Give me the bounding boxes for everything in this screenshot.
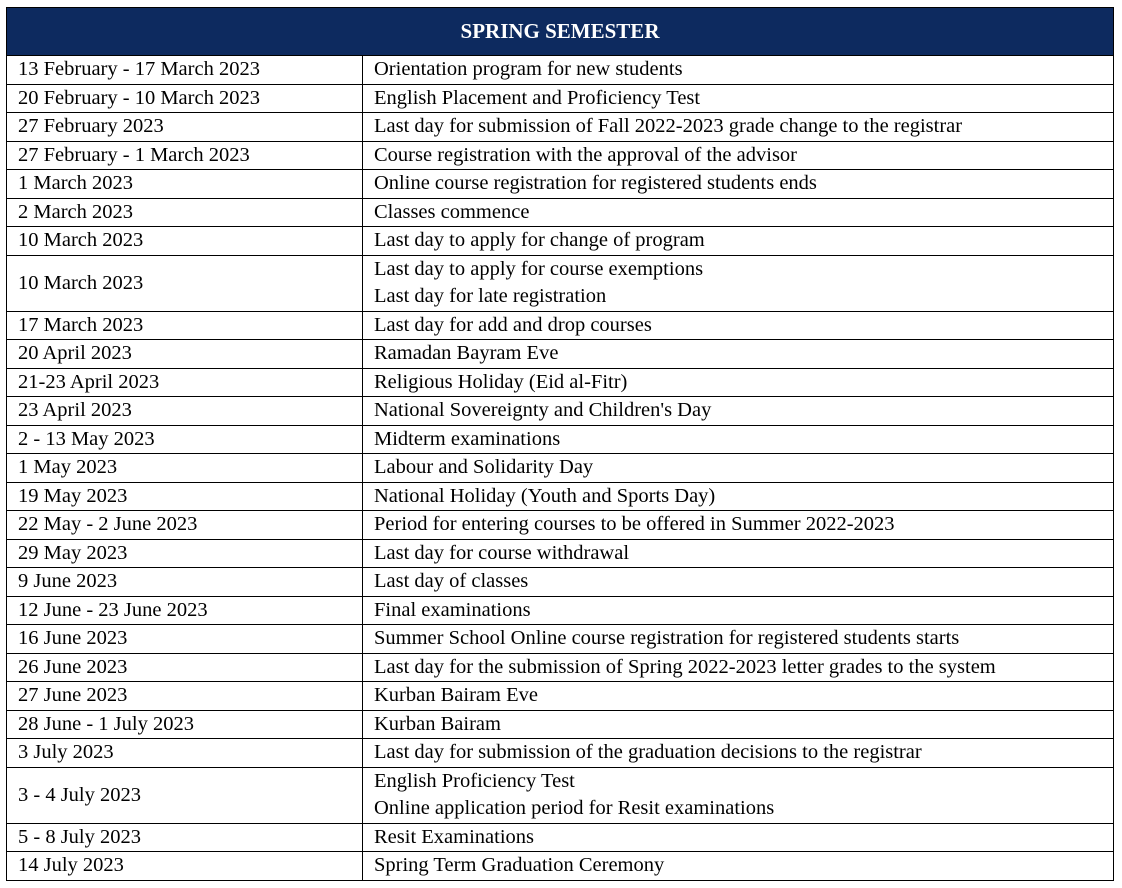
event-cell <box>363 141 1114 170</box>
event-cell <box>363 198 1114 227</box>
event-text: English Placement and Proficiency Test <box>374 86 701 109</box>
date-cell: 27 June 2023 <box>7 682 363 711</box>
table-row <box>7 311 1114 340</box>
date-cell: 20 April 2023 <box>7 340 363 369</box>
event-text: Midterm examinations <box>374 427 561 450</box>
table-row <box>7 625 1114 654</box>
date-cell: 20 February - 10 March 2023 <box>7 84 363 113</box>
event-text: National Sovereignty and Children's Day <box>374 399 712 421</box>
event-text: Labour and Solidarity Day <box>374 456 594 478</box>
event-text: Last day for late registration <box>374 285 607 307</box>
event-text: Last day for submission of Fall 2022-2023 grade change to the registrar <box>374 115 963 137</box>
event-cell <box>363 539 1114 568</box>
event-text: Online course registration for registered students ends <box>374 172 817 194</box>
date-cell: 10 March 2023 <box>7 255 363 311</box>
semester-title: SPRING SEMESTER <box>7 8 1114 56</box>
event-cell <box>363 170 1114 199</box>
event-cell <box>363 511 1114 540</box>
event-cell <box>363 311 1114 340</box>
event-cell <box>363 255 1114 311</box>
table-row <box>7 255 1114 311</box>
table-row <box>7 482 1114 511</box>
event-cell <box>363 682 1114 711</box>
date-cell: 17 March 2023 <box>7 311 363 340</box>
date-cell: 3 - 4 July 2023 <box>7 767 363 823</box>
event-text: Online application period for Resit examinations <box>374 797 775 819</box>
event-text: Period for entering courses to be offered in Summer 2022-2023 <box>374 513 895 535</box>
date-cell: 1 May 2023 <box>7 454 363 483</box>
date-cell: 22 May - 2 June 2023 <box>7 511 363 540</box>
table-row <box>7 340 1114 369</box>
table-row <box>7 198 1114 227</box>
event-text: Kurban Bairam <box>374 712 501 735</box>
event-text: Last day to apply for change of program <box>374 229 705 251</box>
event-text: Last day to apply for course exemptions <box>374 257 704 280</box>
event-text: Final examinations <box>374 598 531 621</box>
date-cell: 5 - 8 July 2023 <box>7 823 363 852</box>
table-row <box>7 454 1114 483</box>
event-cell <box>363 482 1114 511</box>
table-row <box>7 368 1114 397</box>
table-row <box>7 653 1114 682</box>
date-cell: 16 June 2023 <box>7 625 363 654</box>
event-cell <box>363 56 1114 85</box>
event-text: English Proficiency Test <box>374 769 575 792</box>
date-cell: 27 February 2023 <box>7 113 363 142</box>
event-text: Orientation program for new students <box>374 58 683 80</box>
date-cell: 27 February - 1 March 2023 <box>7 141 363 170</box>
event-cell <box>363 739 1114 768</box>
date-cell: 12 June - 23 June 2023 <box>7 596 363 625</box>
date-cell: 26 June 2023 <box>7 653 363 682</box>
date-cell: 2 - 13 May 2023 <box>7 425 363 454</box>
table-row <box>7 823 1114 852</box>
event-cell <box>363 454 1114 483</box>
date-cell: 9 June 2023 <box>7 568 363 597</box>
table-row <box>7 425 1114 454</box>
event-cell <box>363 653 1114 682</box>
event-text: National Holiday (Youth and Sports Day) <box>374 484 716 507</box>
event-text: Kurban Bairam Eve <box>374 684 538 706</box>
event-text: Resit Examinations <box>374 825 534 848</box>
date-cell: 10 March 2023 <box>7 227 363 256</box>
table-row <box>7 84 1114 113</box>
event-text: Course registration with the approval of the advisor <box>374 143 797 166</box>
table-row <box>7 511 1114 540</box>
event-cell <box>363 767 1114 823</box>
table-row <box>7 682 1114 711</box>
date-cell: 28 June - 1 July 2023 <box>7 710 363 739</box>
event-cell <box>363 113 1114 142</box>
event-text: Religious Holiday (Eid al-Fitr) <box>374 370 628 393</box>
date-cell: 14 July 2023 <box>7 852 363 881</box>
event-text: Last day for course withdrawal <box>374 541 630 564</box>
date-cell: 19 May 2023 <box>7 482 363 511</box>
event-text: Spring Term Graduation Ceremony <box>374 854 665 876</box>
table-row <box>7 227 1114 256</box>
date-cell: 13 February - 17 March 2023 <box>7 56 363 85</box>
date-cell: 29 May 2023 <box>7 539 363 568</box>
event-cell <box>363 340 1114 369</box>
event-text: Classes commence <box>374 200 530 223</box>
calendar-body <box>7 56 1114 881</box>
event-cell <box>363 368 1114 397</box>
date-cell: 1 March 2023 <box>7 170 363 199</box>
event-cell <box>363 596 1114 625</box>
table-row <box>7 141 1114 170</box>
table-row <box>7 710 1114 739</box>
event-text: Ramadan Bayram Eve <box>374 342 559 364</box>
event-cell <box>363 84 1114 113</box>
event-cell <box>363 568 1114 597</box>
table-row <box>7 596 1114 625</box>
event-text: Summer School Online course registration for registered students starts <box>374 627 960 649</box>
table-row <box>7 56 1114 85</box>
table-row <box>7 767 1114 823</box>
table-row <box>7 170 1114 199</box>
event-cell <box>363 823 1114 852</box>
date-cell: 21-23 April 2023 <box>7 368 363 397</box>
event-text: Last day for add and drop courses <box>374 313 652 336</box>
event-cell <box>363 425 1114 454</box>
event-text: Last day for the submission of Spring 2022-2023 letter grades to the system <box>374 655 996 678</box>
date-cell: 23 April 2023 <box>7 397 363 426</box>
event-cell <box>363 852 1114 881</box>
date-cell: 3 July 2023 <box>7 739 363 768</box>
table-row <box>7 852 1114 881</box>
event-text: Last day for submission of the graduation decisions to the registrar <box>374 741 922 763</box>
table-row <box>7 539 1114 568</box>
academic-calendar-table <box>6 7 1114 881</box>
event-cell <box>363 625 1114 654</box>
event-cell <box>363 397 1114 426</box>
event-cell <box>363 227 1114 256</box>
table-header-row <box>7 8 1114 56</box>
table-row <box>7 113 1114 142</box>
table-row <box>7 568 1114 597</box>
table-row <box>7 397 1114 426</box>
date-cell: 2 March 2023 <box>7 198 363 227</box>
table-row <box>7 739 1114 768</box>
event-cell <box>363 710 1114 739</box>
event-text: Last day of classes <box>374 570 529 592</box>
